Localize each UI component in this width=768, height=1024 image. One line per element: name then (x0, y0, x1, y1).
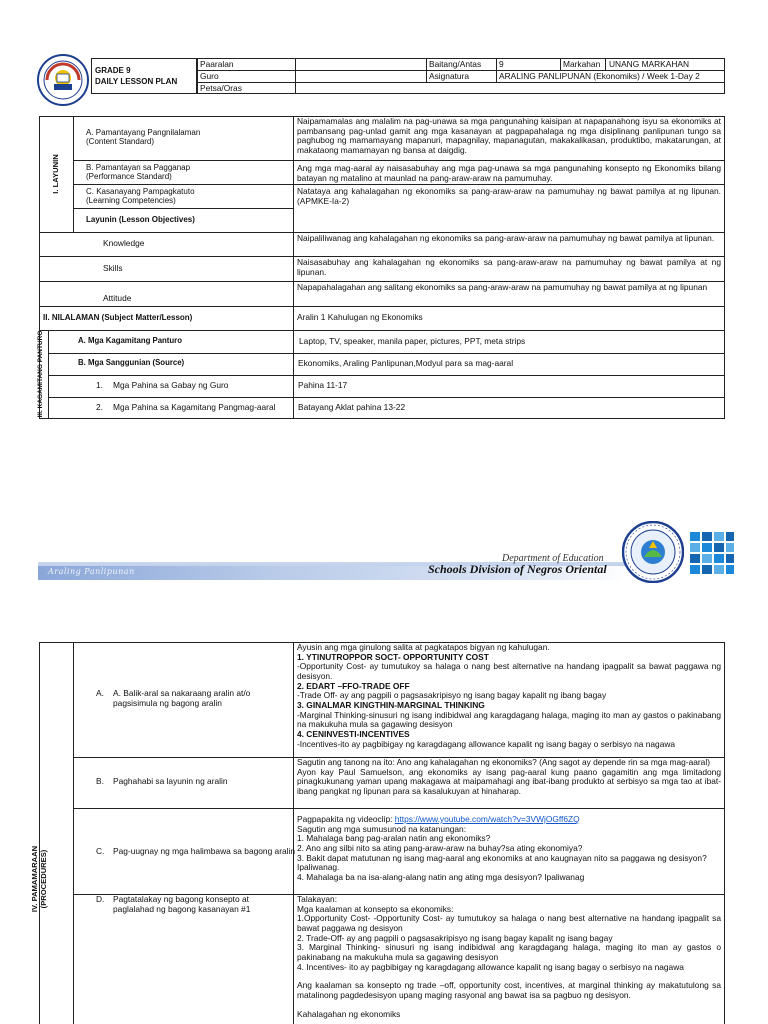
step-a-line: Ayusin ang mga ginulong salita at pagkatapos bigyan ng kahulugan. (297, 642, 550, 652)
performance-standard-label: B. Pamantayan sa Pagganap (Performance Standard) (86, 163, 191, 182)
kagamitan-2-label: Mga Pahina sa Kagamitang Pangmag-aaral (113, 402, 276, 412)
step-d-number: D. (96, 894, 105, 904)
step-a-line: -Opportunity Cost- ay tumutukoy sa halaga o nang best alternative na handang ipagpalit sa bawat paggawa ng desisyon. (297, 661, 721, 681)
step-d-line: 4. Incentives- ito ay pagbibigay ng karagdagang allowance kapalit ng isang bagay o serbisyo na nagawa (297, 961, 684, 972)
skills-text: Naisasabuhay ang kahalagahan ng ekonomiks sa pang-araw-araw na pamumuhay ng bawat pamilya at ng lipunan. (297, 257, 721, 277)
step-d-line: Kahalagahan ng ekonomiks (297, 1008, 401, 1019)
step-c-number: C. (96, 846, 105, 856)
asignatura-value: ARALING PANLIPUNAN (Ekonomiks) / Week 1-Day 2 (499, 71, 700, 81)
header-title-cell (91, 58, 197, 94)
performance-standard-text: Ang mga mag-aaral ay naisasabuhay ang mga pag-unawa sa mga pangunahing konsepto ng Ekonomiks bilang batayan ng matalino at maunlad na pang-araw-araw na pamumuhay. (297, 163, 721, 183)
step-d-line: Talakayan: (297, 894, 338, 904)
knowledge-label: Knowledge (103, 238, 145, 248)
kagamitan-2-value: Batayang Aklat pahina 13-22 (298, 402, 406, 412)
youtube-link[interactable]: https://www.youtube.com/watch?v=3VWjOGff6ZQ (394, 814, 580, 824)
step-a-content (297, 643, 721, 749)
step-d-line: 1.Opportunity Cost- -Opportunity Cost- ay tumutukoy sa halaga o nang best alternative na handang ipagpalit sa bawat paggawa ng desisyon (297, 913, 721, 933)
petsa-label: Petsa/Oras (200, 83, 242, 93)
content-standard-text: Naipamamalas ang malalim na pag-unawa sa mga pangunahing kaisipan at napapanahong isyu sa ekonomiks at pambansang pag-unlad gamit ang mga kasanayan at pagpapahalaga ng mga disiplinang panlipunan tungo sa paghubog ng mamamayang mapanuri, mapagnilay, mapanagutan, makakalikasan, produktibo, makatarungan, at makataong mamamayan ng bansa at daigdig. (297, 116, 721, 155)
step-b-label: Paghahabi sa layunin ng aralin (113, 776, 228, 786)
knowledge-text: Naipaliliwanag ang kahalagahan ng ekonomiks sa pang-araw-araw na pamumuhay ng bawat pamilya at lipunan. (297, 233, 715, 243)
step-d-line: Mga kaalaman at konsepto sa ekonomiks: (297, 903, 454, 914)
skills-label: Skills (103, 263, 123, 273)
department-of-education-text: Department of Education (502, 553, 604, 564)
kagamitan-1-label: Mga Pahina sa Gabay ng Guro (113, 380, 229, 390)
step-a-line: -Trade Off- ay ang pagpili o pagsasakripisyo ng isang bagay kapalit ng ibang bagay (297, 690, 607, 701)
step-a-line: 1. YTINUTROPPOR SOCT- OPPORTUNITY COST (297, 651, 489, 662)
deped-seal (37, 54, 89, 106)
markahan-value: UNANG MARKAHAN (609, 59, 690, 69)
learning-competencies-label: C. Kasanayang Pampagkatuto (Learning Competencies) (86, 187, 195, 206)
step-b-line: Sagutin ang tanong na ito: Ano ang kahalagahan ng ekonomiks? (Ang sagot ay depende rin sa mga mag-aaral) (297, 757, 710, 767)
pamamaraan-section-label: IV. PAMAMARAAN (PROCEDURES) (30, 845, 49, 913)
step-c-content (297, 815, 721, 883)
step-a-label: A. Balik-aral sa nakaraang aralin at/o pagsisimula ng bagong aralin (113, 688, 251, 708)
step-d-line: Ang kaalaman sa konsepto ng trade –off, opportunity cost, incentives, at marginal thinking ay makatutulong sa matalinong pagdedesisyon upang maging rasyonal ang bawat isa sa pagbuo ng desisyon. (297, 980, 721, 1000)
kagamitan-section-label: III. KAGAMITANG PANTURO (37, 330, 44, 418)
division-seal (622, 521, 684, 583)
step-b-line: Ayon kay Paul Samuelson, ang ekonomiks ay isang pag-aaral kung paano gagamitin ang mga limitadong pinagkukunang yaman upang makagawa at maipamahagi ang ibat-ibang produkto at serbisyo sa mga tao at ibat-ibang pangkat ng lipunan para sa kasalukuyan at hinaharap. (297, 766, 721, 796)
kagamitan-2-number: 2. (96, 402, 103, 412)
asignatura-label: Asignatura (429, 71, 470, 81)
step-d-content (297, 895, 721, 1019)
baitang-label: Baitang/Antas (429, 59, 482, 69)
step-a-line: 4. CENINVESTI-INCENTIVES (297, 728, 410, 739)
kagamitan-b-label: B. Mga Sanggunian (Source) (78, 358, 185, 367)
content-standard-label: A. Pamantayang Pangnilalaman (Content Standard) (86, 128, 201, 147)
step-b-number: B. (96, 776, 104, 786)
step-a-number: A. (96, 688, 104, 698)
step-d-line: 3. Marginal Thinking- sinusuri ng isang indibidwal ang karagdagang halaga, maging ito man ay gastos o pakinabang na makukuha mula sa gagawing desisyon (297, 942, 721, 962)
step-c-line: 3. Bakit dapat matutunan ng isang mag-aaral ang ekonomiks at ano kaugnayan nito sa paggawa ng desisyon? Ipaliwanag. (297, 852, 707, 873)
kagamitan-b-value: Ekonomiks, Araling Panlipunan,Modyul para sa mag-aaral (298, 358, 514, 368)
videoclip-intro: Pagpapakita ng videoclip: (297, 814, 395, 824)
plan-title: DAILY LESSON PLAN (95, 77, 178, 86)
step-c-line: 4. Mahalaga ba na isa-alang-alang natin ang ating mga desisyon? Ipaliwanag (297, 871, 585, 882)
lesson-objectives-label: Layunin (Lesson Objectives) (86, 215, 195, 224)
step-a-line: 2. EDART –FFO-TRADE OFF (297, 680, 410, 691)
step-a-line: 3. GINALMAR KINGTHIN-MARGINAL THINKING (297, 699, 485, 710)
nilalaman-value: Aralin 1 Kahulugan ng Ekonomiks (297, 312, 423, 322)
grade-label: GRADE 9 (95, 66, 131, 75)
paaralan-label: Paaralan (200, 59, 234, 69)
attitude-text: Napapahalagahan ang salitang ekonomiks sa pang-araw-araw na pamumuhay ng bawat pamilya at ng lipunan (297, 282, 708, 292)
step-b-content (297, 758, 721, 797)
layunin-section-label: I. LAYUNIN (51, 154, 60, 194)
step-c-line: Sagutin ang mga sumusunod na katanungan: (297, 823, 467, 834)
step-c-line: 1. Mahalaga bang pag-aralan natin ang ekonomiks? (297, 833, 491, 844)
kagamitan-a-label: A. Mga Kagamitang Panturo (78, 336, 182, 345)
nilalaman-label: II. NILALAMAN (Subject Matter/Lesson) (43, 313, 193, 322)
step-c-label: Pag-uugnay ng mga halimbawa sa bagong aralin (113, 846, 296, 856)
kagamitan-a-value: Laptop, TV, speaker, manila paper, pictures, PPT, meta strips (299, 336, 526, 346)
guro-label: Guro (200, 71, 219, 81)
araling-panlipunan-watermark: Araling Panlipunan (48, 567, 135, 576)
kagamitan-1-value: Pahina 11-17 (298, 380, 348, 390)
step-d-line: 2. Trade-Off- ay ang pagpili o pagsasakripisyo ng isang bagay kapalit ng isang bagay (297, 932, 613, 943)
step-d-label: Pagtatalakay ng bagong konsepto at paglalahad ng bagong kasanayan #1 (113, 894, 251, 914)
learning-competencies-text: Natataya ang kahalagahan ng ekonomiks sa pang-araw-araw na pamumuhay ng bawat pamilya at ng lipunan. (APMKE-Ia-2) (297, 186, 721, 206)
step-a-line: -Marginal Thinking-sinusuri ng isang indibidwal ang karagdagang halaga, maging ito man ay gastos o pakinabang na makukuha mula sa gagawing desisyon (297, 709, 721, 730)
step-c-line: 2. Ano ang silbi nito sa ating pang-araw-araw na buhay?sa ating ekonomiya? (297, 842, 583, 853)
step-a-line: -Incentives-ito ay pagbibigay ng karagdagang allowance kapalit ng isang bagay o serbisyo na nagawa (297, 738, 676, 749)
baitang-value: 9 (499, 59, 504, 69)
division-name-text: Schools Division of Negros Oriental (428, 562, 607, 576)
kagamitan-1-number: 1. (96, 380, 103, 390)
markahan-label: Markahan (563, 59, 601, 69)
attitude-label: Attitude (103, 293, 132, 303)
